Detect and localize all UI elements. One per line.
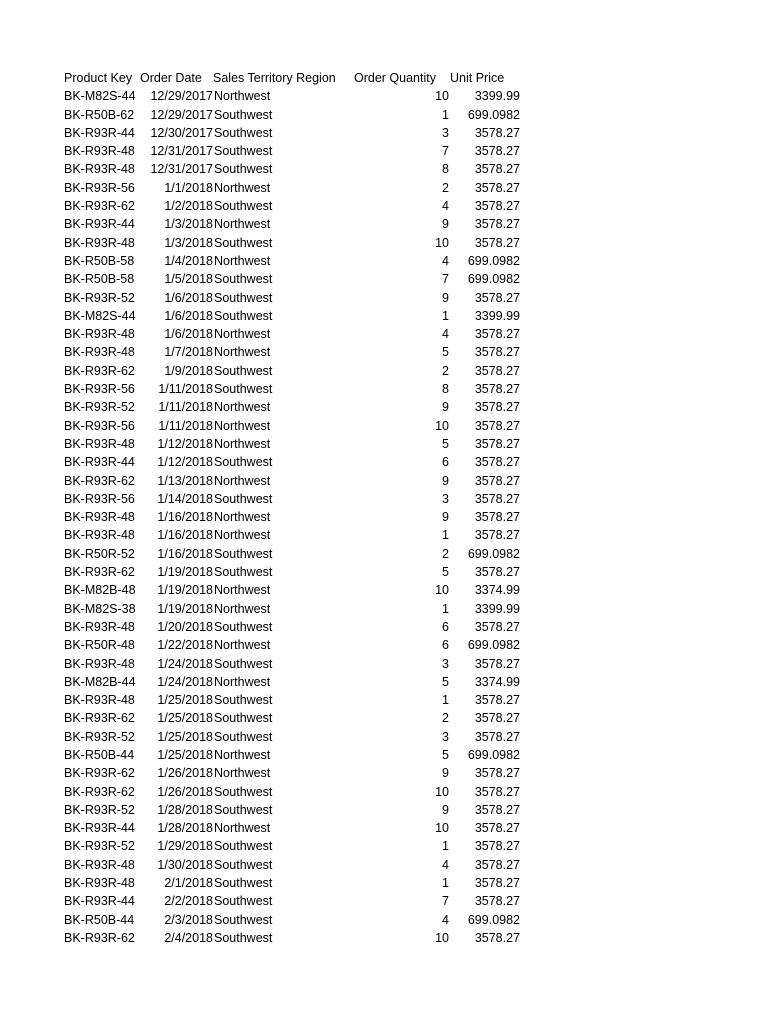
- cell-sales-territory-region: Northwest: [214, 180, 271, 195]
- cell-order-date: 1/28/2018: [157, 821, 213, 836]
- cell-product-key: BK-R93R-56: [64, 491, 135, 506]
- cell-order-date: 12/31/2017: [150, 162, 213, 177]
- table-row: [60, 398, 520, 416]
- cell-sales-territory-region: Northwest: [214, 217, 271, 232]
- cell-order-quantity: 1: [442, 693, 449, 708]
- cell-order-quantity: 6: [442, 619, 449, 634]
- table-row: [60, 581, 520, 599]
- table-row: [60, 252, 520, 270]
- cell-order-date: 1/6/2018: [164, 290, 213, 305]
- table-row: [60, 362, 520, 380]
- cell-product-key: BK-R50B-58: [64, 272, 135, 287]
- cell-order-quantity: 4: [442, 857, 449, 872]
- cell-sales-territory-region: Northwest: [214, 583, 271, 598]
- cell-unit-price: 3578.27: [474, 510, 520, 525]
- cell-sales-territory-region: Southwest: [214, 894, 273, 909]
- cell-sales-territory-region: Southwest: [214, 784, 273, 799]
- cell-product-key: BK-R93R-56: [64, 180, 135, 195]
- cell-sales-territory-region: Southwest: [214, 199, 273, 214]
- cell-sales-territory-region: Northwest: [214, 327, 271, 342]
- cell-order-quantity: 10: [435, 784, 449, 799]
- cell-order-date: 1/26/2018: [157, 784, 213, 799]
- cell-unit-price: 3399.99: [474, 89, 520, 104]
- cell-product-key: BK-R93R-52: [64, 290, 135, 305]
- cell-order-date: 1/6/2018: [164, 327, 213, 342]
- cell-product-key: BK-R93R-48: [64, 528, 135, 543]
- table-row: [60, 197, 520, 215]
- cell-sales-territory-region: Northwest: [214, 418, 271, 433]
- cell-unit-price: 3578.27: [474, 180, 520, 195]
- cell-order-date: 1/19/2018: [157, 601, 213, 616]
- table-row: [60, 106, 520, 124]
- cell-order-quantity: 9: [442, 766, 449, 781]
- cell-order-quantity: 3: [442, 656, 449, 671]
- table-row: [60, 526, 520, 544]
- cell-order-date: 2/4/2018: [164, 930, 213, 945]
- table-row: [60, 728, 520, 746]
- cell-product-key: BK-R93R-52: [64, 802, 135, 817]
- cell-order-quantity: 1: [442, 876, 449, 891]
- cell-unit-price: 3578.27: [474, 693, 520, 708]
- cell-order-quantity: 4: [442, 253, 449, 268]
- cell-product-key: BK-R93R-44: [64, 455, 135, 470]
- cell-unit-price: 699.0982: [467, 638, 520, 653]
- cell-product-key: BK-R93R-48: [64, 235, 135, 250]
- cell-unit-price: 3374.99: [474, 583, 520, 598]
- cell-order-quantity: 7: [442, 144, 449, 159]
- cell-product-key: BK-R93R-48: [64, 345, 135, 360]
- cell-sales-territory-region: Northwest: [214, 638, 271, 653]
- cell-sales-territory-region: Southwest: [214, 802, 273, 817]
- cell-order-quantity: 3: [442, 729, 449, 744]
- cell-sales-territory-region: Southwest: [214, 839, 273, 854]
- cell-order-quantity: 3: [442, 491, 449, 506]
- cell-order-date: 12/30/2017: [150, 125, 213, 140]
- cell-order-date: 1/30/2018: [157, 857, 213, 872]
- cell-product-key: BK-R93R-62: [64, 766, 135, 781]
- cell-order-date: 2/1/2018: [164, 876, 213, 891]
- table-row: [60, 636, 520, 654]
- cell-product-key: BK-R93R-62: [64, 711, 135, 726]
- cell-order-quantity: 5: [442, 674, 449, 689]
- cell-sales-territory-region: Southwest: [214, 491, 273, 506]
- cell-unit-price: 3578.27: [474, 473, 520, 488]
- cell-unit-price: 3578.27: [474, 766, 520, 781]
- cell-product-key: BK-R93R-44: [64, 217, 135, 232]
- cell-product-key: BK-M82S-44: [64, 89, 136, 104]
- cell-order-quantity: 9: [442, 400, 449, 415]
- cell-product-key: BK-R50B-62: [64, 107, 135, 122]
- cell-order-date: 1/29/2018: [157, 839, 213, 854]
- cell-unit-price: 699.0982: [467, 912, 520, 927]
- cell-order-quantity: 10: [435, 583, 449, 598]
- cell-order-date: 2/2/2018: [164, 894, 213, 909]
- cell-sales-territory-region: Northwest: [214, 601, 271, 616]
- cell-sales-territory-region: Northwest: [214, 528, 271, 543]
- cell-sales-territory-region: Southwest: [214, 876, 273, 891]
- cell-sales-territory-region: Southwest: [214, 272, 273, 287]
- table-row: [60, 874, 520, 892]
- cell-product-key: BK-M82S-44: [64, 308, 136, 323]
- cell-unit-price: 3578.27: [474, 894, 520, 909]
- cell-order-date: 1/5/2018: [164, 272, 213, 287]
- cell-unit-price: 3578.27: [474, 235, 520, 250]
- cell-order-date: 12/29/2017: [150, 107, 213, 122]
- cell-unit-price: 699.0982: [467, 253, 520, 268]
- table-row: [60, 179, 520, 197]
- cell-product-key: BK-R50R-52: [64, 546, 135, 561]
- cell-sales-territory-region: Southwest: [214, 455, 273, 470]
- cell-order-quantity: 4: [442, 327, 449, 342]
- cell-unit-price: 699.0982: [467, 546, 520, 561]
- table-row: [60, 160, 520, 178]
- cell-order-quantity: 9: [442, 510, 449, 525]
- cell-order-date: 1/14/2018: [157, 491, 213, 506]
- cell-product-key: BK-R50B-44: [64, 912, 135, 927]
- cell-order-date: 1/25/2018: [157, 693, 213, 708]
- cell-unit-price: 3578.27: [474, 162, 520, 177]
- cell-sales-territory-region: Northwest: [214, 747, 271, 762]
- cell-sales-territory-region: Northwest: [214, 436, 271, 451]
- table-row: [60, 124, 520, 142]
- cell-order-quantity: 2: [442, 546, 449, 561]
- cell-order-quantity: 1: [442, 107, 449, 122]
- table-row: [60, 618, 520, 636]
- table-row: [60, 270, 520, 288]
- cell-product-key: BK-R50B-58: [64, 253, 135, 268]
- header-order-date: Order Date: [140, 71, 202, 85]
- cell-unit-price: 3578.27: [474, 729, 520, 744]
- table-row: [60, 380, 520, 398]
- header-unit-price: Unit Price: [450, 71, 505, 85]
- cell-order-date: 12/31/2017: [150, 144, 213, 159]
- table-row: [60, 87, 520, 105]
- cell-product-key: BK-R93R-48: [64, 656, 135, 671]
- cell-sales-territory-region: Southwest: [214, 235, 273, 250]
- cell-product-key: BK-R93R-62: [64, 930, 135, 945]
- cell-order-date: 1/20/2018: [157, 619, 213, 634]
- header-sales-territory-region: Sales Territory Region: [213, 71, 336, 85]
- cell-order-date: 1/22/2018: [157, 638, 213, 653]
- cell-order-quantity: 10: [435, 235, 449, 250]
- cell-product-key: BK-R93R-62: [64, 473, 135, 488]
- cell-unit-price: 699.0982: [467, 272, 520, 287]
- table-row: [60, 709, 520, 727]
- spreadsheet-page: [0, 69, 768, 947]
- cell-product-key: BK-R93R-44: [64, 125, 135, 140]
- cell-product-key: BK-M82B-48: [64, 583, 136, 598]
- cell-unit-price: 3578.27: [474, 144, 520, 159]
- cell-unit-price: 3578.27: [474, 784, 520, 799]
- cell-order-quantity: 3: [442, 125, 449, 140]
- cell-sales-territory-region: Northwest: [214, 89, 271, 104]
- cell-product-key: BK-R93R-62: [64, 363, 135, 378]
- cell-sales-territory-region: Southwest: [214, 363, 273, 378]
- cell-unit-price: 3578.27: [474, 565, 520, 580]
- cell-order-date: 1/3/2018: [164, 217, 213, 232]
- cell-unit-price: 3578.27: [474, 711, 520, 726]
- cell-order-date: 1/11/2018: [158, 382, 213, 397]
- cell-order-quantity: 2: [442, 180, 449, 195]
- cell-unit-price: 3578.27: [474, 400, 520, 415]
- table-row: [60, 691, 520, 709]
- cell-order-quantity: 10: [435, 930, 449, 945]
- cell-order-quantity: 8: [442, 162, 449, 177]
- cell-order-quantity: 1: [442, 601, 449, 616]
- table-row: [60, 819, 520, 837]
- cell-order-quantity: 5: [442, 436, 449, 451]
- cell-order-quantity: 7: [442, 894, 449, 909]
- cell-unit-price: 3578.27: [474, 656, 520, 671]
- cell-order-date: 1/3/2018: [164, 235, 213, 250]
- cell-unit-price: 3578.27: [474, 327, 520, 342]
- cell-sales-territory-region: Southwest: [214, 290, 273, 305]
- cell-unit-price: 3578.27: [474, 876, 520, 891]
- cell-order-quantity: 6: [442, 638, 449, 653]
- cell-product-key: BK-R93R-48: [64, 857, 135, 872]
- cell-product-key: BK-R50R-48: [64, 638, 135, 653]
- cell-product-key: BK-R93R-48: [64, 162, 135, 177]
- cell-sales-territory-region: Southwest: [214, 912, 273, 927]
- cell-unit-price: 699.0982: [467, 107, 520, 122]
- cell-order-date: 1/25/2018: [157, 711, 213, 726]
- cell-sales-territory-region: Northwest: [214, 253, 271, 268]
- cell-product-key: BK-R50B-44: [64, 747, 135, 762]
- cell-sales-territory-region: Northwest: [214, 473, 271, 488]
- table-row: [60, 307, 520, 325]
- cell-unit-price: 3578.27: [474, 418, 520, 433]
- table-row: [60, 142, 520, 160]
- cell-order-date: 1/11/2018: [158, 418, 213, 433]
- cell-sales-territory-region: Northwest: [214, 766, 271, 781]
- header-product-key: Product Key: [64, 71, 133, 85]
- cell-product-key: BK-R93R-52: [64, 839, 135, 854]
- cell-order-quantity: 10: [435, 89, 449, 104]
- cell-order-quantity: 4: [442, 199, 449, 214]
- cell-order-date: 1/25/2018: [157, 729, 213, 744]
- cell-unit-price: 3578.27: [474, 491, 520, 506]
- cell-product-key: BK-R93R-62: [64, 199, 135, 214]
- table-row: [60, 215, 520, 233]
- cell-order-quantity: 10: [435, 418, 449, 433]
- cell-order-date: 1/19/2018: [157, 565, 213, 580]
- cell-product-key: BK-R93R-56: [64, 382, 135, 397]
- cell-product-key: BK-R93R-52: [64, 400, 135, 415]
- table-row: [60, 911, 520, 929]
- cell-unit-price: 3578.27: [474, 839, 520, 854]
- cell-sales-territory-region: Southwest: [214, 546, 273, 561]
- cell-unit-price: 699.0982: [467, 747, 520, 762]
- table-row: [60, 472, 520, 490]
- cell-product-key: BK-R93R-56: [64, 418, 135, 433]
- cell-unit-price: 3578.27: [474, 290, 520, 305]
- cell-order-quantity: 2: [442, 711, 449, 726]
- cell-order-quantity: 1: [442, 528, 449, 543]
- cell-order-quantity: 10: [435, 821, 449, 836]
- table-row: [60, 545, 520, 563]
- table-row: [60, 801, 520, 819]
- table-row: [60, 563, 520, 581]
- cell-unit-price: 3578.27: [474, 455, 520, 470]
- cell-order-quantity: 9: [442, 290, 449, 305]
- cell-order-quantity: 9: [442, 473, 449, 488]
- table-row: [60, 600, 520, 618]
- cell-sales-territory-region: Southwest: [214, 308, 273, 323]
- cell-order-quantity: 2: [442, 363, 449, 378]
- cell-order-quantity: 4: [442, 912, 449, 927]
- cell-sales-territory-region: Southwest: [214, 619, 273, 634]
- cell-product-key: BK-R93R-48: [64, 619, 135, 634]
- cell-order-quantity: 9: [442, 802, 449, 817]
- table-row: [60, 746, 520, 764]
- cell-order-quantity: 5: [442, 565, 449, 580]
- cell-order-date: 1/25/2018: [157, 747, 213, 762]
- header-row: [60, 69, 520, 87]
- cell-unit-price: 3578.27: [474, 619, 520, 634]
- cell-order-date: 2/3/2018: [164, 912, 213, 927]
- table-body: [60, 87, 520, 947]
- cell-sales-territory-region: Southwest: [214, 162, 273, 177]
- cell-order-date: 1/13/2018: [157, 473, 213, 488]
- cell-unit-price: 3374.99: [474, 674, 520, 689]
- cell-order-date: 12/29/2017: [150, 89, 213, 104]
- cell-order-quantity: 6: [442, 455, 449, 470]
- cell-unit-price: 3578.27: [474, 857, 520, 872]
- table-row: [60, 234, 520, 252]
- cell-order-date: 1/19/2018: [157, 583, 213, 598]
- cell-product-key: BK-M82B-44: [64, 674, 136, 689]
- table-row: [60, 929, 520, 947]
- table-row: [60, 892, 520, 910]
- cell-unit-price: 3578.27: [474, 345, 520, 360]
- cell-sales-territory-region: Southwest: [214, 729, 273, 744]
- cell-order-date: 1/28/2018: [157, 802, 213, 817]
- cell-sales-territory-region: Southwest: [214, 857, 273, 872]
- table-row: [60, 837, 520, 855]
- cell-unit-price: 3578.27: [474, 382, 520, 397]
- table-row: [60, 343, 520, 361]
- cell-sales-territory-region: Southwest: [214, 382, 273, 397]
- table-row: [60, 435, 520, 453]
- cell-product-key: BK-R93R-62: [64, 784, 135, 799]
- cell-product-key: BK-R93R-48: [64, 436, 135, 451]
- cell-product-key: BK-M82S-38: [64, 601, 136, 616]
- cell-sales-territory-region: Northwest: [214, 821, 271, 836]
- cell-unit-price: 3578.27: [474, 125, 520, 140]
- cell-unit-price: 3578.27: [474, 802, 520, 817]
- cell-order-date: 1/12/2018: [157, 436, 213, 451]
- table-row: [60, 764, 520, 782]
- table-row: [60, 508, 520, 526]
- cell-order-date: 1/12/2018: [157, 455, 213, 470]
- cell-product-key: BK-R93R-44: [64, 894, 135, 909]
- cell-order-date: 1/16/2018: [157, 528, 213, 543]
- table-row: [60, 673, 520, 691]
- cell-sales-territory-region: Northwest: [214, 674, 271, 689]
- cell-sales-territory-region: Northwest: [214, 400, 271, 415]
- cell-sales-territory-region: Southwest: [214, 144, 273, 159]
- cell-order-quantity: 7: [442, 272, 449, 287]
- table-row: [60, 655, 520, 673]
- cell-product-key: BK-R93R-48: [64, 144, 135, 159]
- cell-order-quantity: 9: [442, 217, 449, 232]
- cell-unit-price: 3578.27: [474, 528, 520, 543]
- cell-unit-price: 3399.99: [474, 601, 520, 616]
- cell-unit-price: 3578.27: [474, 217, 520, 232]
- cell-order-date: 1/24/2018: [157, 674, 213, 689]
- cell-order-quantity: 5: [442, 345, 449, 360]
- table-row: [60, 453, 520, 471]
- table-row: [60, 783, 520, 801]
- cell-order-date: 1/2/2018: [164, 199, 213, 214]
- cell-order-date: 1/16/2018: [157, 510, 213, 525]
- cell-product-key: BK-R93R-48: [64, 693, 135, 708]
- table-row: [60, 856, 520, 874]
- cell-order-date: 1/24/2018: [157, 656, 213, 671]
- cell-unit-price: 3578.27: [474, 821, 520, 836]
- cell-product-key: BK-R93R-48: [64, 510, 135, 525]
- table-row: [60, 289, 520, 307]
- header-order-quantity: Order Quantity: [354, 71, 436, 85]
- cell-order-quantity: 5: [442, 747, 449, 762]
- cell-order-quantity: 1: [442, 308, 449, 323]
- cell-product-key: BK-R93R-62: [64, 565, 135, 580]
- cell-product-key: BK-R93R-52: [64, 729, 135, 744]
- cell-sales-territory-region: Northwest: [214, 510, 271, 525]
- cell-sales-territory-region: Southwest: [214, 693, 273, 708]
- cell-sales-territory-region: Southwest: [214, 565, 273, 580]
- cell-order-date: 1/16/2018: [157, 546, 213, 561]
- cell-sales-territory-region: Southwest: [214, 656, 273, 671]
- cell-order-quantity: 8: [442, 382, 449, 397]
- cell-product-key: BK-R93R-48: [64, 876, 135, 891]
- cell-order-quantity: 1: [442, 839, 449, 854]
- cell-sales-territory-region: Southwest: [214, 930, 273, 945]
- cell-product-key: BK-R93R-44: [64, 821, 135, 836]
- cell-unit-price: 3578.27: [474, 199, 520, 214]
- cell-order-date: 1/4/2018: [164, 253, 213, 268]
- cell-order-date: 1/26/2018: [157, 766, 213, 781]
- orders-table: [60, 69, 520, 947]
- table-row: [60, 490, 520, 508]
- cell-unit-price: 3578.27: [474, 363, 520, 378]
- cell-unit-price: 3578.27: [474, 930, 520, 945]
- cell-unit-price: 3578.27: [474, 436, 520, 451]
- cell-sales-territory-region: Southwest: [214, 107, 273, 122]
- cell-order-date: 1/1/2018: [164, 180, 213, 195]
- cell-sales-territory-region: Northwest: [214, 345, 271, 360]
- cell-unit-price: 3399.99: [474, 308, 520, 323]
- cell-product-key: BK-R93R-48: [64, 327, 135, 342]
- table-row: [60, 417, 520, 435]
- cell-sales-territory-region: Southwest: [214, 711, 273, 726]
- cell-sales-territory-region: Southwest: [214, 125, 273, 140]
- cell-order-date: 1/11/2018: [158, 400, 213, 415]
- table-row: [60, 325, 520, 343]
- cell-order-date: 1/9/2018: [164, 363, 213, 378]
- cell-order-date: 1/6/2018: [164, 308, 213, 323]
- cell-order-date: 1/7/2018: [164, 345, 213, 360]
